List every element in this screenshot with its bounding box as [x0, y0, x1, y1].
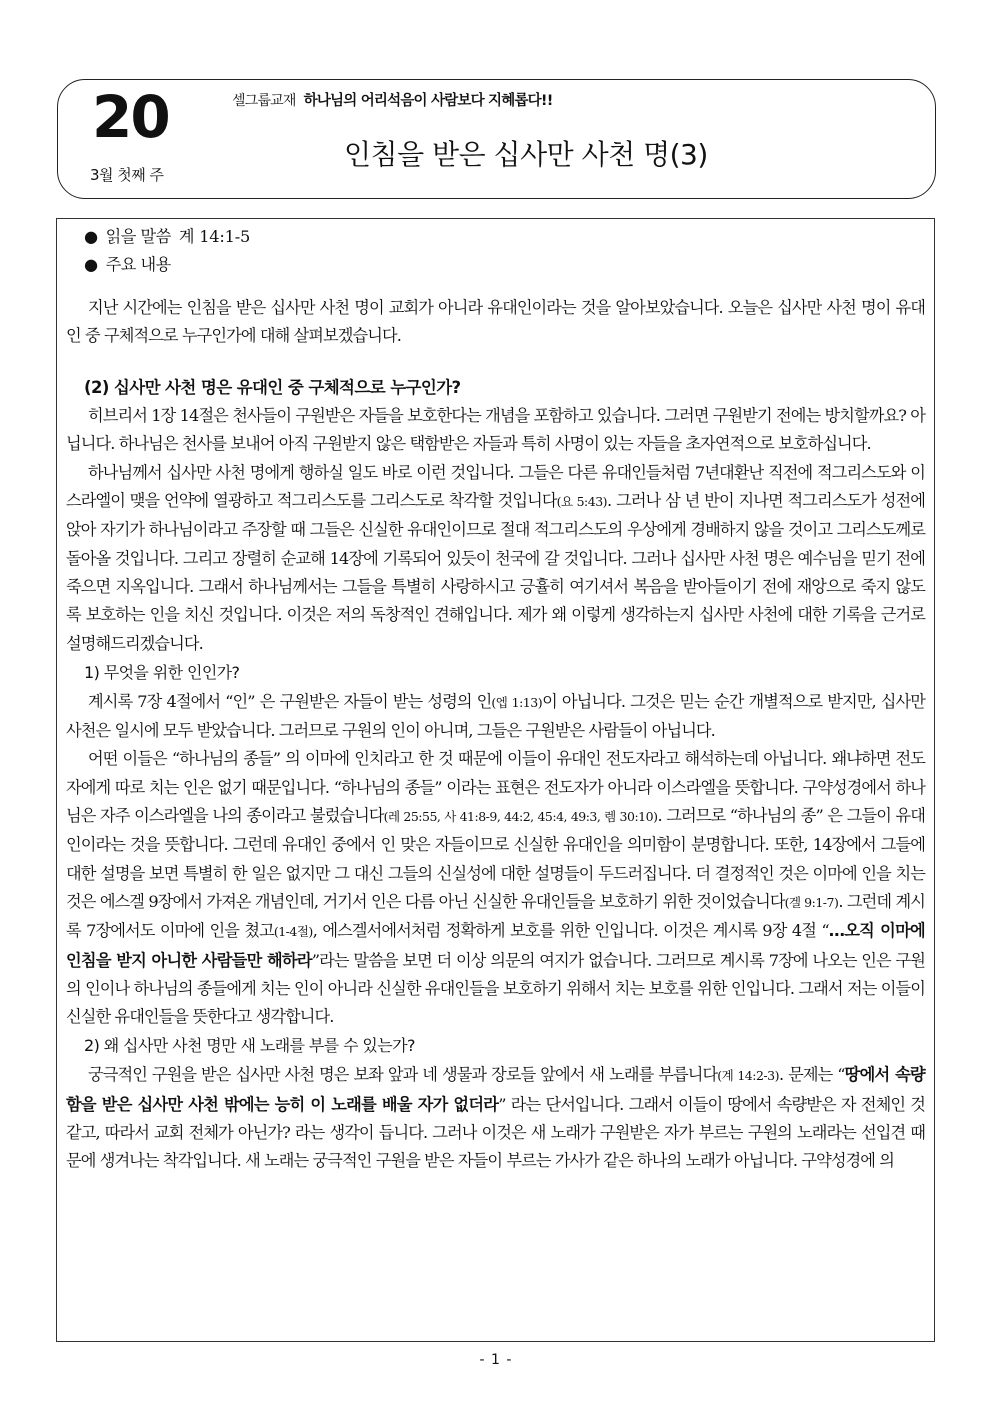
series-line — [232, 89, 553, 110]
scripture-ref: (계 14:2-3) — [717, 1068, 779, 1084]
emphasis-quote: …오직 이마에 인침을 받지 아니한 사람들만 해하라 — [66, 921, 925, 970]
page-number: - 1 - — [479, 1352, 513, 1368]
scripture-ref: (레 25:55, 사 41:8-9, 44:2, 45:4, 49:3, 렘 30:10) — [383, 809, 658, 825]
reading-label: 읽을 말씀 — [105, 227, 171, 246]
main-content-bullet — [84, 251, 925, 279]
subsection-heading: 1) 무엇을 위한 인인가? — [84, 662, 240, 682]
section-paragraph: 하나님께서 십사만 사천 명에게 행하실 일도 바로 이런 것입니다. 그들은 다른 유대인들처럼 7년대환난 직전에 적그리스도와 이스라엘이 맺을 언약에 열광하고 적그리스도를 그리스도로 착각할 것입니다(요 5:43). 그러나 삼 년 반이 지나면 적그리스도가 성전에 앉아 자기가 하나님이라고 주장할 때 그들은 신실한 유대인이므로 절대 적그리스도의 우상에게 경배하지 않을 것이고 그리스도께로 돌아올 것입니다. 그리고 장렬히 순교해 14장에 기록되어 있듯이 천국에 갈 것입니다. 그러나 십사만 사천 명은 예수님을 믿기 전에 죽으면 지옥입니다. 그래서 하나님께서는 그들을 특별히 사랑하시고 긍휼히 여기셔서 복음을 받아들이기 전에 재앙으로 죽지 않도록 보호하는 인을 치신 것입니다. 이것은 저의 독창적인 견해입니다. 제가 왜 이렇게 생각하는지 십사만 사천에 대한 기록을 근거로 설명해드리겠습니다. — [66, 462, 926, 653]
bullet-dot-icon: ● — [84, 255, 98, 275]
content-frame — [56, 218, 935, 1342]
section-heading: (2) 십사만 사천 명은 유대인 중 구체적으로 누구인가? — [84, 378, 461, 398]
emphasis-quote: 땅에서 속량함을 받은 십사만 사천 밖에는 능히 이 노래를 배울 자가 없더라 — [66, 1065, 925, 1114]
content-body — [66, 223, 925, 1176]
intro-paragraph: 지난 시간에는 인침을 받은 십사만 사천 명이 교회가 아니라 유대인이라는 것을 알아보았습니다. 오늘은 십사만 사천 명이 유대인 중 구체적으로 누구인가에 대해 살펴보겠습니다. — [66, 297, 925, 345]
subsection-paragraph: 계시록 7장 4절에서 “인” 은 구원받은 자들이 받는 성령의 인(엡 1:13)이 아닙니다. 그것은 믿는 순간 개별적으로 받지만, 십사만 사천은 일시에 모두 받았습니다. 그러므로 구원의 인이 아니며, 그들은 구원받은 사람들이 아닙니다. — [66, 691, 925, 741]
subsection-paragraph: 궁극적인 구원을 받은 십사만 사천 명은 보좌 앞과 네 생물과 장로들 앞에서 새 노래를 부릅니다(계 14:2-3). 문제는 “땅에서 속량함을 받은 십사만 사천 밖에는 능히 이 노래를 배울 자가 없더라” 라는 단서입니다. 그래서 이들이 땅에서 속량받은 자 전체인 것 같고, 따라서 교회 전체가 아닌가? 라는 생각이 듭니다. 그러나 이것은 새 노래가 구원받은 자가 부르는 구원의 노래라는 선입견 때문에 생겨나는 착각입니다. 새 노래는 궁극적인 구원을 받은 자들이 부르는 가사가 같은 하나의 노래가 아닙니다. 구약성경에 의 — [66, 1065, 925, 1171]
reading-ref: 계 14:1-5 — [178, 227, 251, 246]
scripture-ref: (1-4절) — [273, 924, 313, 940]
book-title: 하나님의 어리석음이 사람보다 지혜롭다!! — [303, 93, 553, 109]
scripture-ref: (겔 9:1-7) — [784, 894, 839, 910]
lesson-number: 20 — [92, 83, 169, 151]
subsection-paragraph: 어떤 이들은 “하나님의 종들” 의 이마에 인치라고 한 것 때문에 이들이 유대인 전도자라고 해석하는데 아닙니다. 왜냐하면 전도자에게 따로 치는 인은 없기 때문입니다. “하나님의 종들” 이라는 표현은 전도자가 아니라 이스라엘을 뜻합니다. 구약성경에서 하나님은 자주 이스라엘을 나의 종이라고 불렀습니다(레 25:55, 사 41:8-9, 44:2, 45:4, 49:3, 렘 30:10). 그러므로 “하나님의 종” 은 그들이 유대인이라는 것을 뜻합니다. 그런데 유대인 중에서 인 맞은 자들이므로 신실한 유대인을 의미함이 분명합니다. 또한, 14장에서 그들에 대한 설명을 보면 특별히 한 일은 없지만 그 대신 그들의 신실성에 대한 설명들이 두드러집니다. 더 결정적인 것은 이마에 인을 치는 것은 에스겔 9장에서 가져온 개념인데, 거기서 인은 다름 아닌 신실한 유대인들을 보호하기 위한 것이었습니다(겔 9:1-7). 그런데 계시록 7장에서도 이마에 인을 쳤고(1-4절), 에스겔서에서처럼 정확하게 보호를 위한 인입니다. 이것은 계시록 9장 4절 “…오직 이마에 인침을 받지 아니한 사람들만 해하라”라는 말씀을 보면 더 이상 의문의 여지가 없습니다. 그러므로 계시록 7장에 나오는 인은 구원의 인이나 하나님의 종들에게 치는 인이 아니라 신실한 유대인들을 보호하기 위해서 치는 보호를 위한 인입니다. 그래서 저는 이들이 신실한 유대인들을 뜻한다고 생각합니다. — [66, 749, 925, 1027]
bullet-dot-icon: ● — [84, 227, 98, 246]
week-label: 3월 첫째 주 — [90, 166, 164, 184]
section-paragraph: 히브리서 1장 14절은 천사들이 구원받은 자들을 보호한다는 개념을 포함하고 있습니다. 그러면 구원받기 전에는 방치할까요? 아닙니다. 하나님은 천사를 보내어 아직 구원받지 않은 택함받은 자들과 특히 사명이 있는 자들을 초자연적으로 보호하십니다. — [66, 406, 925, 454]
main-content-label: 주요 내용 — [105, 255, 171, 275]
reading-bullet — [84, 223, 925, 251]
series-label: 셀그룹교재 — [232, 93, 296, 109]
subsection-heading: 2) 왜 십사만 사천 명만 새 노래를 부를 수 있는가? — [84, 1036, 415, 1056]
scripture-ref: (요 5:43) — [556, 494, 608, 510]
page-title: 인침을 받은 십사만 사천 명(3) — [344, 138, 708, 171]
scripture-ref: (엡 1:13) — [491, 694, 543, 710]
